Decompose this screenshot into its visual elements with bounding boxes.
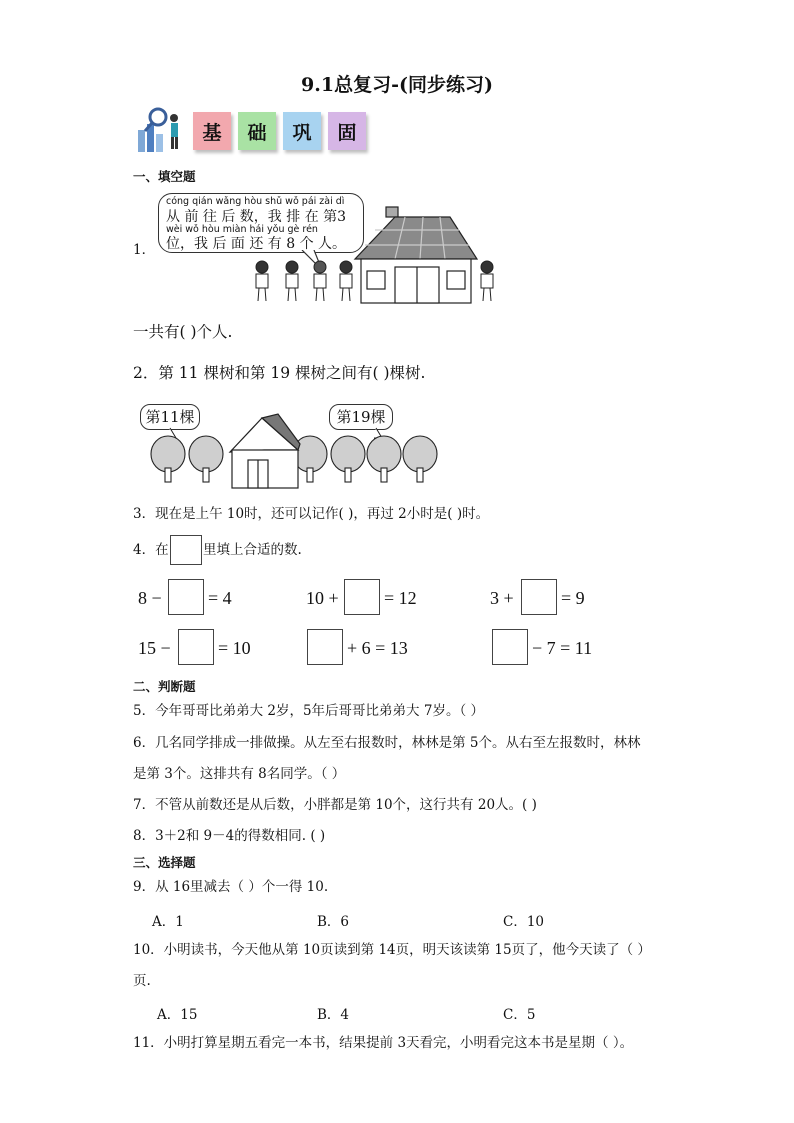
q10-text-line2: 页. xyxy=(133,973,151,989)
q4-prefix: 4．在 xyxy=(133,542,169,558)
q1-number: 1． xyxy=(133,242,156,258)
q9-option-a[interactable]: A．1 xyxy=(152,914,184,930)
q6-text-line2: 是第 3个。这排共有 8名同学。（ ） xyxy=(133,766,346,782)
q11-text: 11．小明打算星期五看完一本书，结果提前 3天看完，小明看完这本书是星期（ ）。 xyxy=(133,1035,634,1051)
banner-tile-2: 础 xyxy=(238,112,276,150)
child-5 xyxy=(481,261,493,301)
child-2 xyxy=(286,261,298,301)
q4-sample-box xyxy=(170,535,202,565)
hanzi-line-2: 位，我 后 面 还 有 8 个 人。 xyxy=(166,236,347,252)
q3-text: 3．现在是上午 10时，还可以记作( )，再过 2小时是( )时。 xyxy=(133,506,490,522)
eq3-right: = 9 xyxy=(561,588,585,608)
q6-text-line1: 6．几名同学排成一排做操。从左至右报数时，林林是第 5个。从右至左报数时，林林 xyxy=(133,735,641,751)
pinyin-line-2: wèi wǒ hòu miàn hái yǒu gè rén xyxy=(166,224,318,235)
child-4 xyxy=(340,261,352,301)
q10-option-a[interactable]: A．15 xyxy=(157,1007,198,1023)
eq6-answer-box[interactable] xyxy=(492,629,528,665)
q2-label-right: 第19棵 xyxy=(329,404,393,430)
eq3-left: 3 + xyxy=(490,588,514,608)
hanzi-line-1: 从 前 往 后 数，我 排 在 第3 xyxy=(166,209,347,225)
section-judge-heading: 二、判断题 xyxy=(133,679,196,694)
q8-text: 8．3＋2和 9－4的得数相同. ( ) xyxy=(133,828,326,844)
q10-text-line1: 10．小明读书，今天他从第 10页读到第 14页，明天该读第 15页了，他今天读了（ ） xyxy=(133,942,651,958)
section-fill-heading: 一、填空题 xyxy=(133,169,196,184)
eq2-left: 10 + xyxy=(306,588,339,608)
q7-text: 7．不管从前数还是从后数，小胖都是第 10个，这行共有 20人。( ) xyxy=(133,797,537,813)
q2-text: 2．第 11 棵树和第 19 棵树之间有( )棵树. xyxy=(133,364,426,382)
eq1-left: 8 − xyxy=(138,588,162,608)
banner-icon xyxy=(134,104,186,156)
q9-option-c[interactable]: C．10 xyxy=(503,914,545,930)
eq4-left: 15 − xyxy=(138,638,171,658)
q4-suffix: 里填上合适的数. xyxy=(203,542,302,558)
q9-text: 9．从 16里减去（ ）个一得 10. xyxy=(133,879,329,895)
house xyxy=(355,207,477,303)
child-3 xyxy=(314,261,326,301)
eq4-right: = 10 xyxy=(218,638,251,658)
eq1-answer-box[interactable] xyxy=(168,579,204,615)
banner-tile-3: 巩 xyxy=(283,112,321,150)
section-choice-heading: 三、选择题 xyxy=(133,855,196,870)
eq3-answer-box[interactable] xyxy=(521,579,557,615)
eq2-right: = 12 xyxy=(384,588,417,608)
pinyin-line-1: cóng qián wǎng hòu shǔ wǒ pái zài dì xyxy=(166,196,345,207)
eq1-right: = 4 xyxy=(208,588,232,608)
q10-option-b[interactable]: B．4 xyxy=(317,1007,350,1023)
eq5-right: + 6 = 13 xyxy=(347,638,408,658)
eq4-answer-box[interactable] xyxy=(178,629,214,665)
q2-label-left: 第11棵 xyxy=(140,404,200,430)
q10-option-c[interactable]: C．5 xyxy=(503,1007,536,1023)
eq5-answer-box[interactable] xyxy=(307,629,343,665)
banner-tile-4: 固 xyxy=(328,112,366,150)
trees-house-illustration xyxy=(148,410,443,492)
banner-tile-1: 基 xyxy=(193,112,231,150)
small-house xyxy=(230,414,300,488)
child-1 xyxy=(256,261,268,301)
children-house-illustration xyxy=(245,205,505,305)
eq2-answer-box[interactable] xyxy=(344,579,380,615)
page-title: 9.1总复习-(同步练习) xyxy=(301,74,493,96)
q1-question: 一共有( )个人. xyxy=(133,323,233,341)
q9-option-b[interactable]: B．6 xyxy=(317,914,350,930)
q5-text: 5．今年哥哥比弟弟大 2岁，5年后哥哥比弟弟大 7岁。（ ） xyxy=(133,703,484,719)
eq6-right: − 7 = 11 xyxy=(532,638,593,658)
